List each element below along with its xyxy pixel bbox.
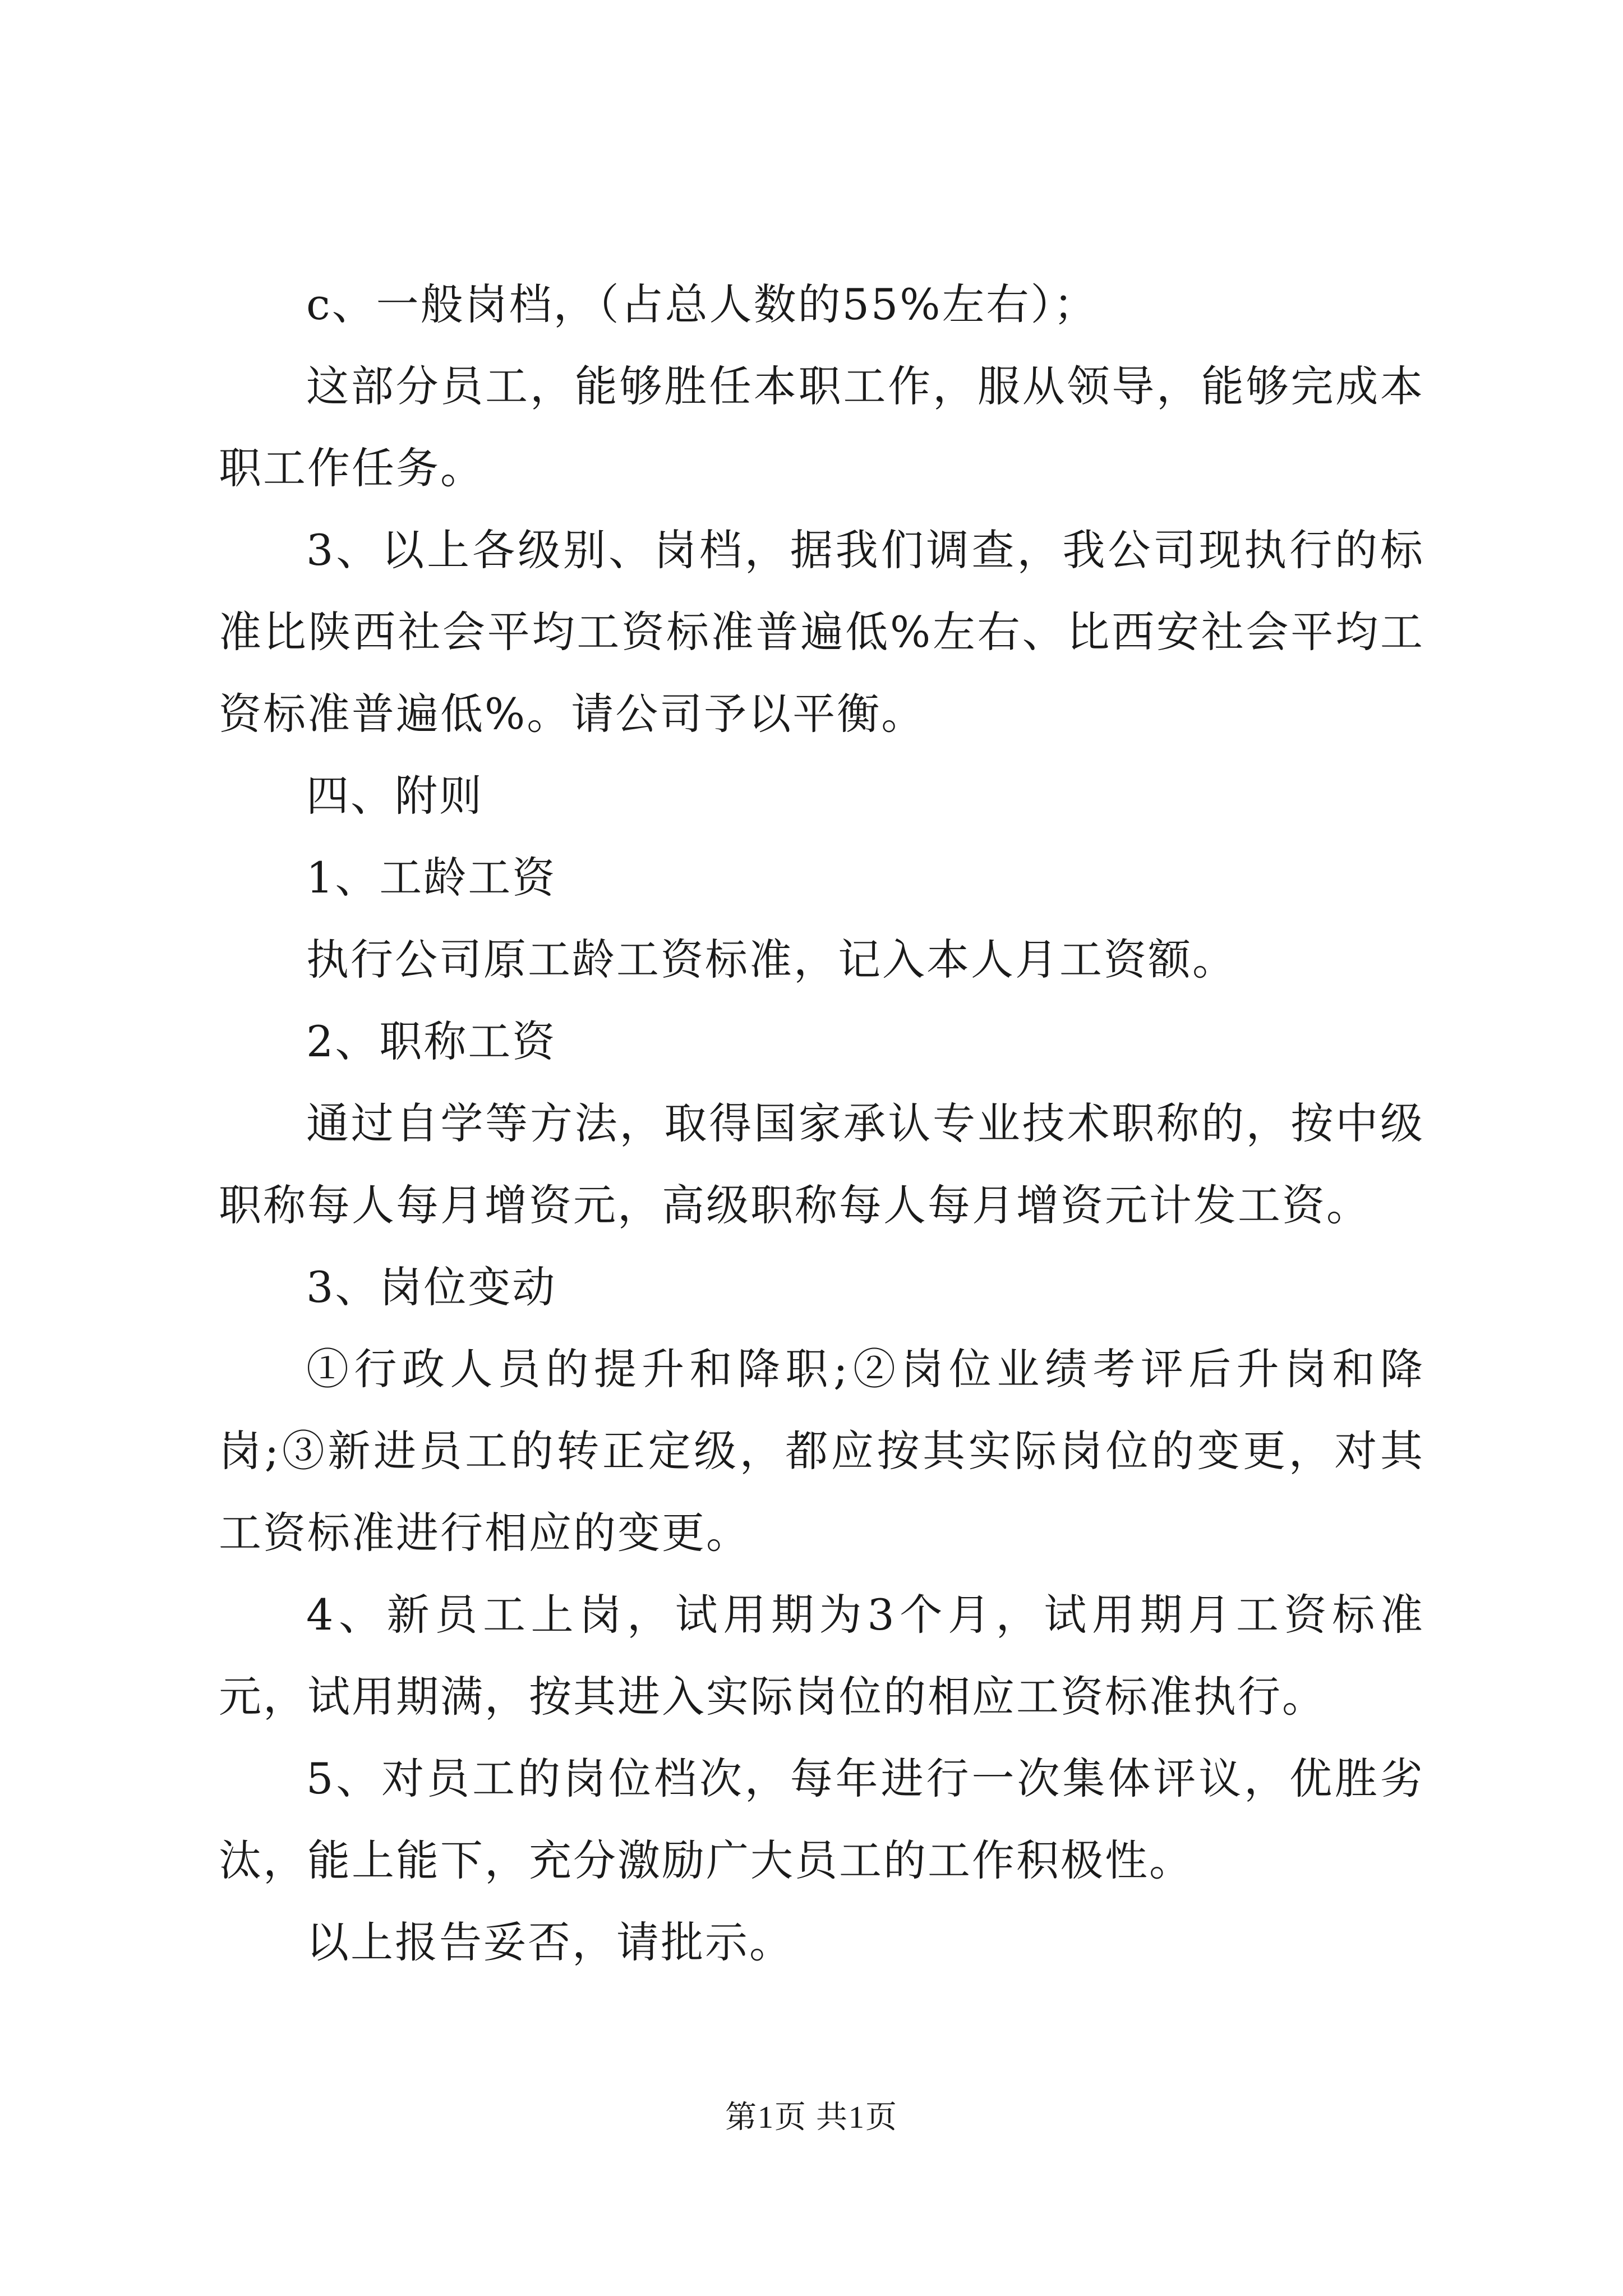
- paragraph-title-pay: 通过自学等方法，取得国家承认专业技术职称的，按中级职称每人每月增资元，高级职称每人每月增资元计发工资。: [219, 1098, 1424, 1230]
- section-heading-appendix: 四、附则: [306, 771, 483, 821]
- paragraph-probation: 4、新员工上岗，试用期为3个月，试用期月工资标准元，试用期满，按其进入实际岗位的相应工资标准执行。: [219, 1590, 1424, 1722]
- subheading-seniority-pay: 1、工龄工资: [306, 853, 557, 903]
- paragraph-staff-description: 这部分员工，能够胜任本职工作，服从领导，能够完成本职工作任务。: [219, 361, 1424, 493]
- paragraph-general-grade: c、一般岗档，（占总人数的55%左右）；: [306, 279, 1098, 329]
- paragraph-closing: 以上报告妥否，请批示。: [306, 1917, 794, 1967]
- paragraph-salary-comparison: 3、以上各级别、岗档，据我们调查，我公司现执行的标准比陕西社会平均工资标准普遍低%左右、比西安社会平均工资标准普遍低%。请公司予以平衡。: [219, 525, 1424, 739]
- subheading-position-change: 3、岗位变动: [306, 1262, 557, 1312]
- document-body: [219, 264, 1424, 1984]
- paragraph-position-change: ①行政人员的提升和降职;②岗位业绩考评后升岗和降岗;③新进员工的转正定级，都应按其实际岗位的变更，对其工资标准进行相应的变更。: [219, 1344, 1424, 1558]
- subheading-title-pay: 2、职称工资: [306, 1016, 557, 1066]
- paragraph-annual-review: 5、对员工的岗位档次，每年进行一次集体评议，优胜劣汰，能上能下，充分激励广大员工的工作积极性。: [219, 1754, 1424, 1885]
- page-footer: [0, 2095, 1623, 2140]
- page-number-label: 第1页 共1页: [725, 2100, 898, 2135]
- paragraph-seniority-pay: 执行公司原工龄工资标准，记入本人月工资额。: [306, 935, 1237, 984]
